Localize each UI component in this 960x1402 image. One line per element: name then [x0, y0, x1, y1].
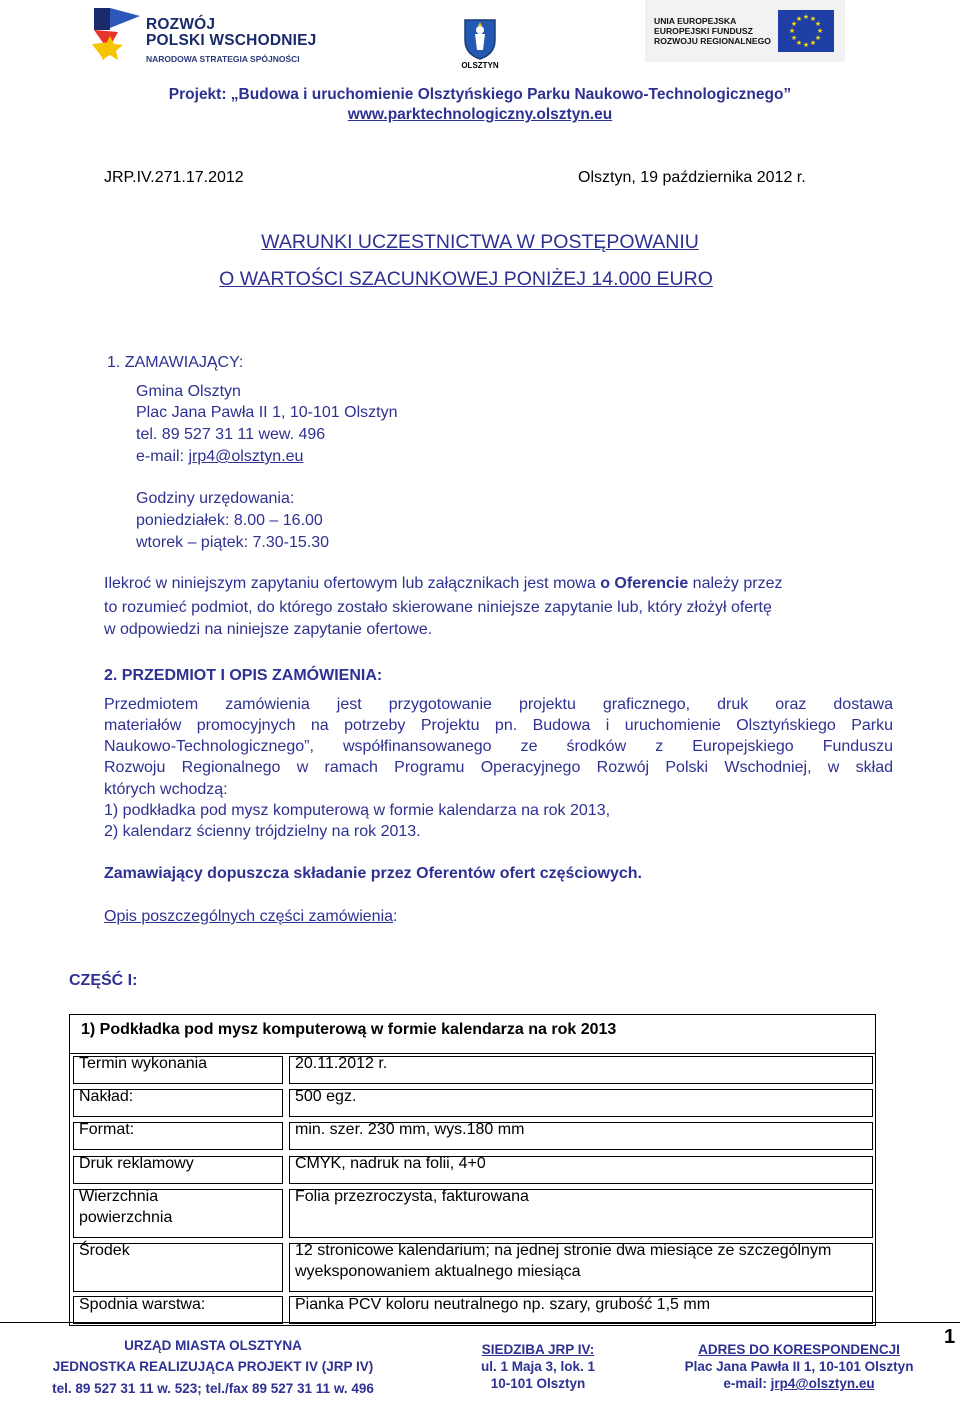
row-value-bottom-layer: Pianka PCV koloru neutralnego np. szary, grubość 1,5 mm — [295, 1296, 711, 1313]
row-value-top-surface: Folia przezroczysta, fakturowana — [295, 1188, 529, 1205]
parts-description-label — [104, 906, 397, 927]
definition-bold-term: o Oferencie — [600, 575, 689, 592]
orderer-name: Gmina Olsztyn — [136, 383, 241, 400]
olsztyn-caption: OLSZTYN — [461, 61, 499, 70]
subject-line1: Przedmiotem zamówienia jest przygotowanie projektu graficznego, druk oraz dostawa — [104, 696, 893, 713]
footer-seat-label-text: SIEDZIBA JRP IV: — [481, 1342, 595, 1357]
svg-text:★: ★ — [788, 27, 796, 35]
footer-correspondence-address: Plac Jana Pawła II 1, 10-101 Olsztyn — [684, 1359, 914, 1374]
partial-offers-note: Zamawiający dopuszcza składanie przez Oferentów ofert częściowych. — [104, 865, 642, 882]
office-hours-mon: poniedziałek: 8.00 – 16.00 — [136, 512, 323, 529]
footer-phone: tel. 89 527 31 11 w. 523; tel./fax 89 527 31 11 w. 496 — [52, 1381, 374, 1396]
part1-label: CZĘŚĆ I: — [69, 972, 138, 989]
footer-divider — [0, 1322, 960, 1323]
bidder-definition-line1 — [104, 573, 783, 594]
row-label-top-surface: Wierzchnia powierzchnia — [79, 1188, 173, 1226]
spec-table-title: 1) Podkładka pod mysz komputerową w formie kalendarza na rok 2013 — [81, 1021, 617, 1038]
footer-seat-street: ul. 1 Maja 3, lok. 1 — [480, 1359, 596, 1374]
reference-number: JRP.IV.271.17.2012 — [104, 169, 244, 186]
subject-item1: 1) podkładka pod mysz komputerową w formie kalendarza na rok 2013, — [104, 802, 611, 819]
footer-office-name: URZĄD MIASTA OLSZTYNA — [124, 1338, 302, 1353]
svg-text:★: ★ — [814, 34, 822, 42]
document-title-line2: O WARTOŚCI SZACUNKOWEJ PONIŻEJ 14.000 EURO — [219, 268, 713, 290]
definition-text-b: należy przez — [688, 575, 783, 592]
bidder-definition-line2: to rozumieć podmiot, do którego zostało skierowane niniejsze zapytanie lub, który złożył ofertę — [104, 599, 772, 616]
rozwoj-polski-wschodniej-logo — [88, 6, 328, 66]
row-value-print: CMYK, nadruk na folii, 4+0 — [295, 1155, 486, 1172]
document-date: Olsztyn, 19 października 2012 r. — [578, 169, 806, 186]
svg-text:★: ★ — [795, 15, 803, 23]
project-url-link[interactable]: www.parktechnologiczny.olsztyn.eu — [347, 106, 613, 123]
row-label-deadline: Termin wykonania — [79, 1055, 208, 1072]
office-hours-tue-fri: wtorek – piątek: 7.30-15.30 — [136, 534, 330, 551]
project-title: Projekt: „Budowa i uruchomienie Olsztyńskiego Parku Naukowo-Technologicznego” — [168, 86, 792, 103]
section1-heading: 1. ZAMAWIAJĄCY: — [107, 354, 244, 371]
row-label-print: Druk reklamowy — [79, 1155, 194, 1172]
parts-label-text: Opis poszczególnych części zamówienia — [104, 908, 394, 925]
bidder-definition-line3: w odpowiedzi na niniejsze zapytanie ofertowe. — [104, 621, 433, 638]
eu-line1: UNIA EUROPEJSKA — [654, 16, 737, 26]
row-value-deadline: 20.11.2012 r. — [295, 1055, 388, 1072]
svg-text:★: ★ — [802, 13, 810, 21]
subject-line2: materiałów promocyjnych na potrzeby Projektu pn. Budowa i uruchomienie Olsztyńskiego Parku — [104, 717, 893, 734]
svg-text:★: ★ — [816, 27, 824, 35]
subject-line4: Rozwoju Regionalnego w ramach Programu Operacyjnego Rozwój Polski Wschodniej, w skład — [104, 759, 893, 776]
eu-line3: ROZWOJU REGIONALNEGO — [654, 36, 771, 46]
subject-line5: których wchodzą: — [104, 781, 228, 798]
footer-correspondence-label-text: ADRES DO KORESPONDENCJI — [698, 1342, 900, 1357]
svg-text:★: ★ — [814, 20, 822, 28]
spec-table — [69, 1014, 876, 1326]
project-header — [0, 85, 960, 125]
row-value-middle: 12 stronicowe kalendarium; na jednej stronie dwa miesiące ze szczególnym wyeksponowaniem aktualnego miesiąca — [295, 1242, 832, 1280]
svg-text:★: ★ — [809, 15, 817, 23]
eu-line2: EUROPEJSKI FUNDUSZ — [654, 26, 753, 36]
orderer-email-link[interactable]: jrp4@olsztyn.eu — [188, 448, 304, 465]
row-label-bottom-layer: Spodnia warstwa: — [79, 1296, 206, 1313]
orderer-phone: tel. 89 527 31 11 wew. 496 — [136, 426, 326, 443]
svg-text:★: ★ — [790, 20, 798, 28]
subject-line3: Naukowo-Technologicznego”, współfinansowanego ze środków z Europejskiego Funduszu — [104, 738, 893, 755]
logo-subtitle: NARODOWA STRATEGIA SPÓJNOŚCI — [146, 54, 300, 64]
eu-flag-icon — [778, 10, 834, 52]
document-title-line1: WARUNKI UCZESTNICTWA W POSTĘPOWANIU — [261, 231, 699, 253]
svg-text:★: ★ — [790, 34, 798, 42]
footer-seat-city: 10-101 Olsztyn — [490, 1376, 586, 1391]
footer-email-line — [660, 1374, 938, 1394]
section2-heading: 2. PRZEDMIOT I OPIS ZAMÓWIENIA: — [104, 667, 383, 684]
svg-text:★: ★ — [795, 39, 803, 47]
footer-email-link[interactable]: jrp4@olsztyn.eu — [770, 1376, 875, 1391]
office-hours-label: Godziny urzędowania: — [136, 490, 295, 507]
svg-text:★: ★ — [802, 41, 810, 49]
subject-item2: 2) kalendarz ścienny trójdzielny na rok 2013. — [104, 823, 421, 840]
row-value-volume: 500 egz. — [295, 1088, 357, 1105]
orderer-address: Plac Jana Pawła II 1, 10-101 Olsztyn — [136, 404, 398, 421]
star-flag-icon — [88, 6, 146, 66]
eu-fund-logo — [645, 0, 845, 62]
page-number: 1 — [944, 1326, 956, 1348]
parts-label-colon: : — [393, 908, 398, 925]
definition-text-a: Ilekroć w niniejszym zapytaniu ofertowym lub załącznikach jest mowa — [104, 575, 601, 592]
olsztyn-coat-of-arms — [450, 18, 510, 72]
footer-email-label: e-mail: — [723, 1376, 771, 1391]
logo-line1: ROZWÓJ — [146, 16, 216, 33]
orderer-email-line — [136, 446, 303, 467]
row-label-volume: Nakład: — [79, 1088, 134, 1105]
row-label-middle: Środek — [79, 1242, 130, 1259]
row-label-format: Format: — [79, 1121, 135, 1138]
svg-text:★: ★ — [809, 39, 817, 47]
email-label: e-mail: — [136, 448, 189, 465]
footer-unit-name: JEDNOSTKA REALIZUJĄCA PROJEKT IV (JRP IV) — [52, 1359, 374, 1374]
coat-of-arms-icon — [463, 18, 497, 60]
logo-line2: POLSKI WSCHODNIEJ — [146, 32, 317, 49]
row-value-format: min. szer. 230 mm, wys.180 mm — [295, 1121, 525, 1138]
